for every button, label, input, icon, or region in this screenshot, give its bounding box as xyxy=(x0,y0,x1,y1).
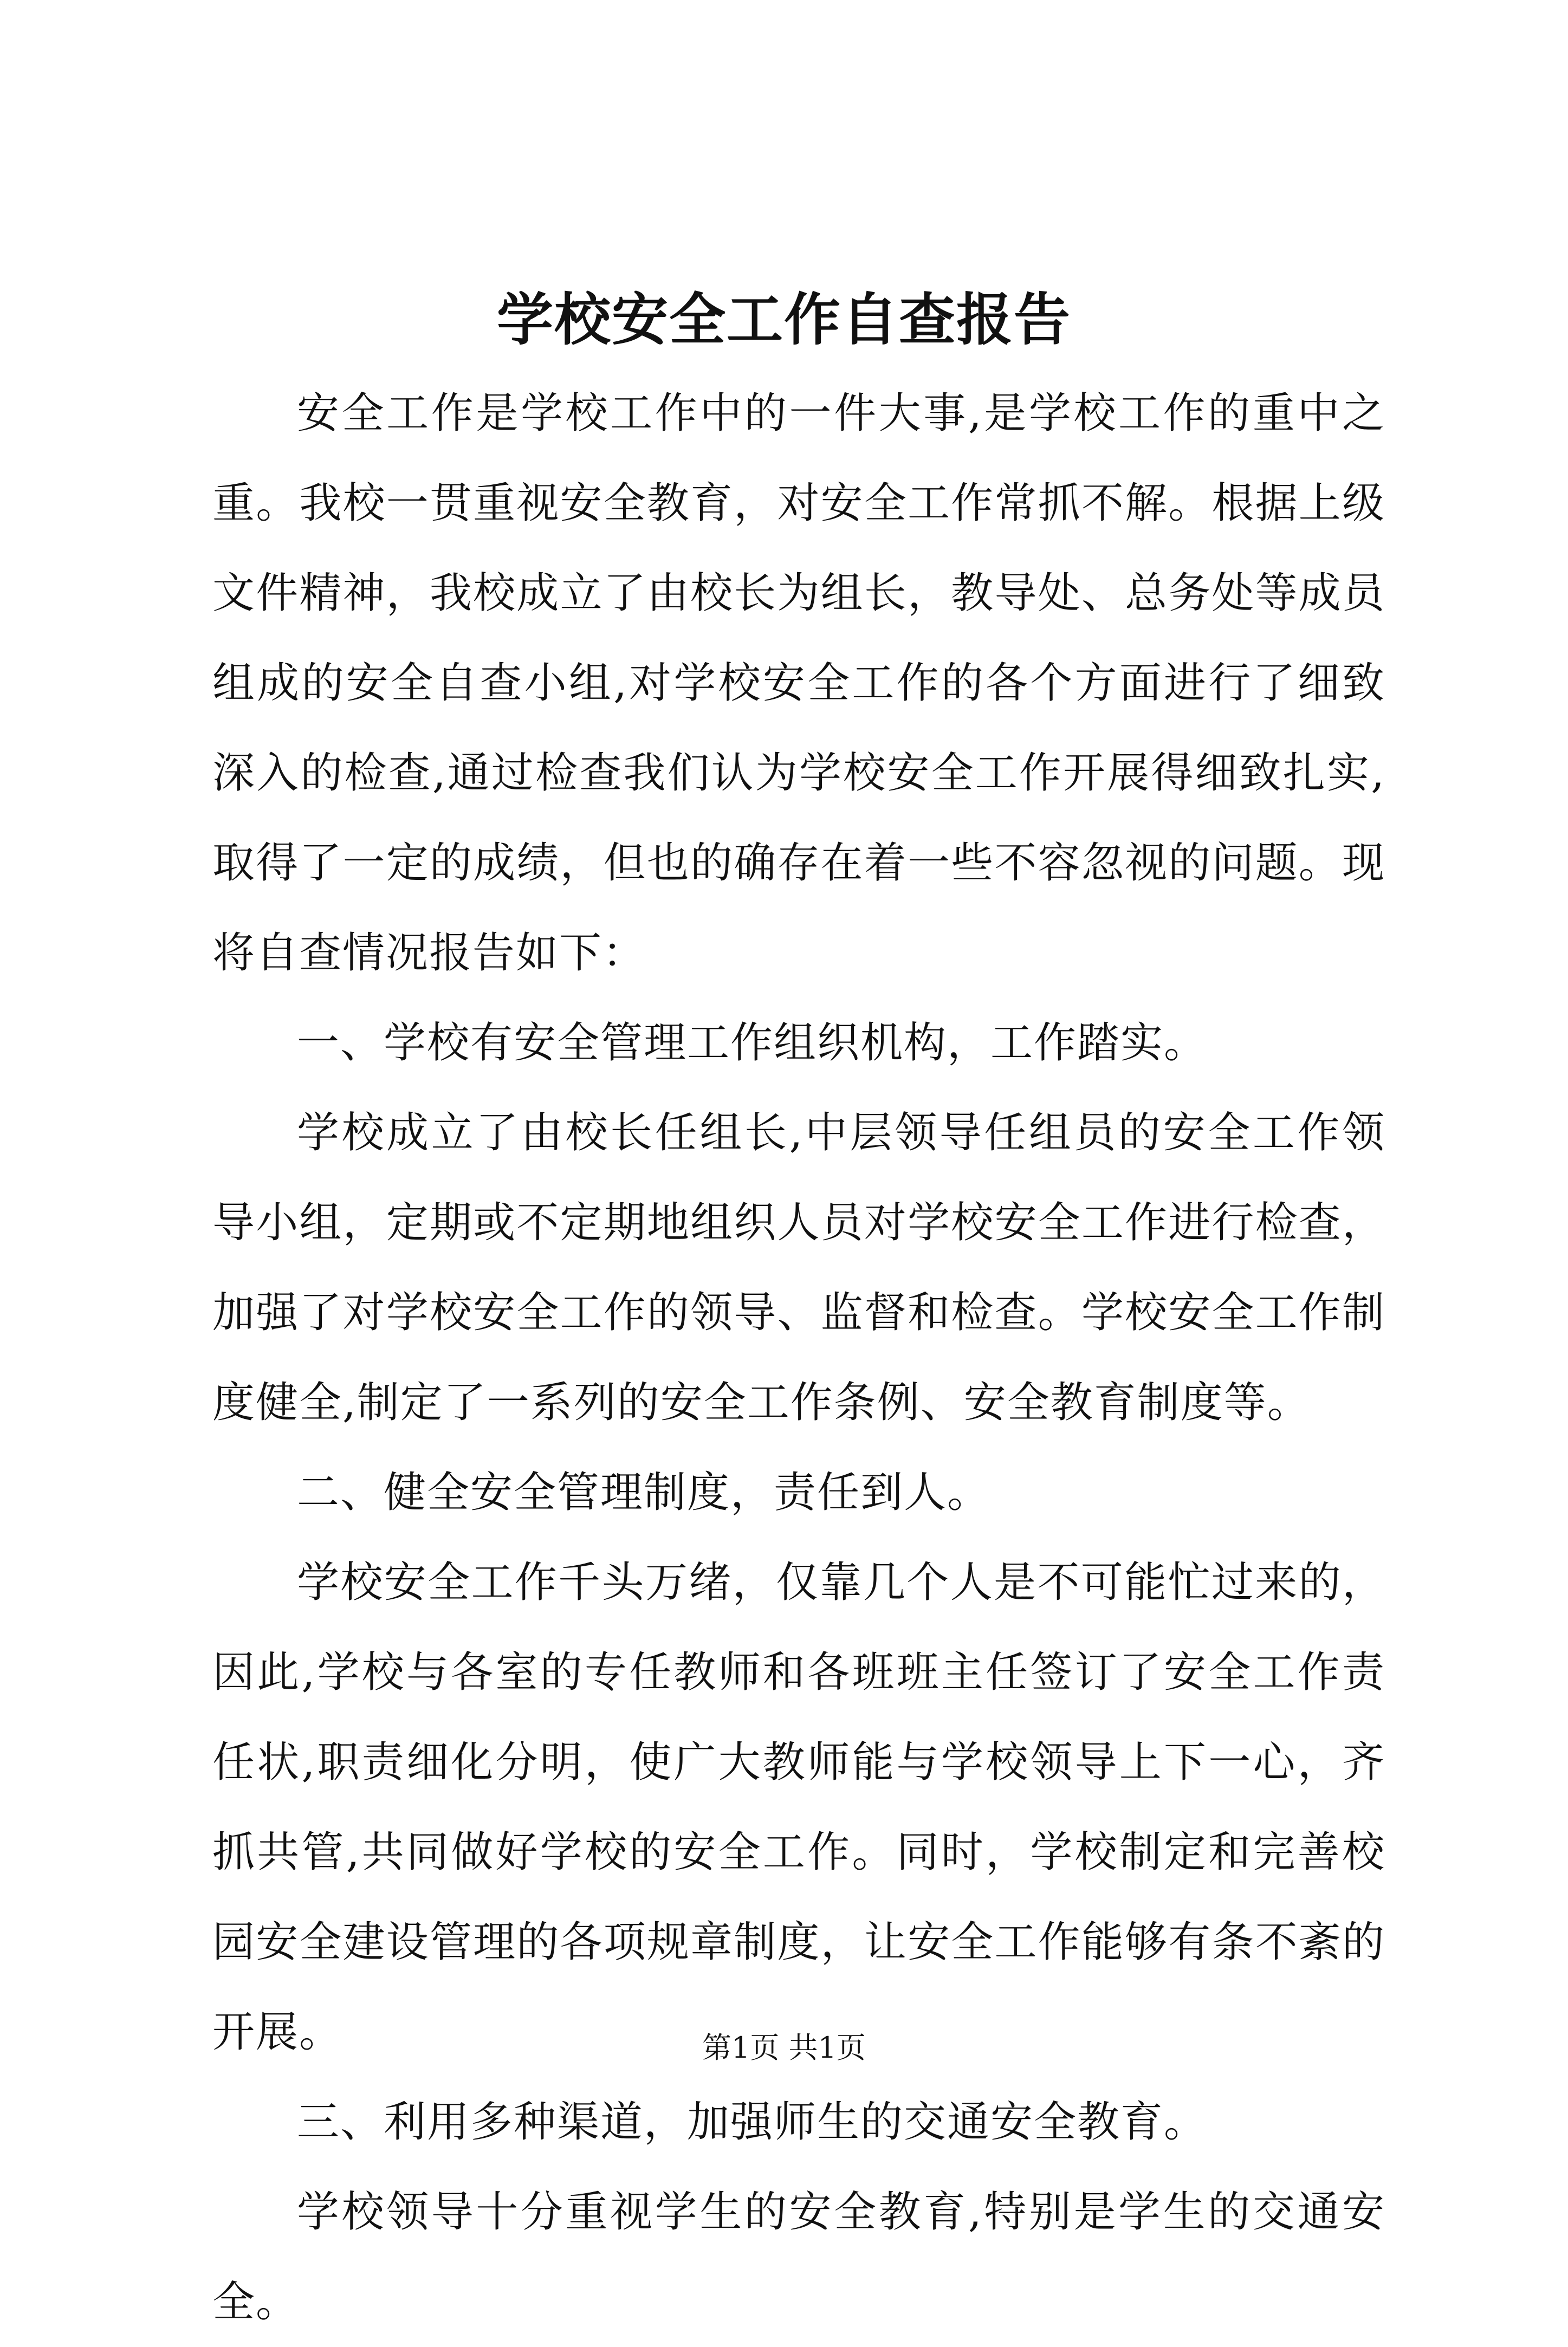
section-heading-3: 三、利用多种渠道，加强师生的交通安全教育。 xyxy=(297,2098,1208,2147)
paragraph-section-2: 学校安全工作千头万绪，仅靠几个人是不可能忙过来的，因此,学校与各室的专任教师和各班班主任签订了安全工作责任状,职责细化分明，使广大教师能与学校领导上下一心，齐抓共管,共同做好学校的安全工作。同时，学校制定和完善校园安全建设管理的各项规章制度，让安全工作能够有条不紊的开展。 xyxy=(212,1558,1385,2057)
paragraph-section-1: 学校成立了由校长任组长,中层领导任组员的安全工作领导小组，定期或不定期地组织人员对学校安全工作进行检查，加强了对学校安全工作的领导、监督和检查。学校安全工作制度健全,制定了一系列的安全工作条例、安全教育制度等。 xyxy=(212,1108,1385,1427)
page-footer: 第1页 共1页 xyxy=(702,2031,866,2065)
paragraph-section-3: 学校领导十分重视学生的安全教育,特别是学生的交通安全。 xyxy=(212,2188,1385,2326)
document-title: 学校安全工作自查报告 xyxy=(496,286,1071,353)
section-heading-2: 二、健全安全管理制度，责任到人。 xyxy=(297,1468,991,1517)
section-heading-1: 一、学校有安全管理工作组织机构，工作踏实。 xyxy=(297,1019,1208,1067)
paragraph-intro: 安全工作是学校工作中的一件大事,是学校工作的重中之重。我校一贯重视安全教育，对安全工作常抓不解。根据上级文件精神，我校成立了由校长为组长，教导处、总务处等成员组成的安全自查小组,对学校安全工作的各个方面进行了细致深入的检查,通过检查我们认为学校安全工作开展得细致扎实,取得了一定的成绩，但也的确存在着一些不容忽视的问题。现将自查情况报告如下： xyxy=(212,389,1385,977)
